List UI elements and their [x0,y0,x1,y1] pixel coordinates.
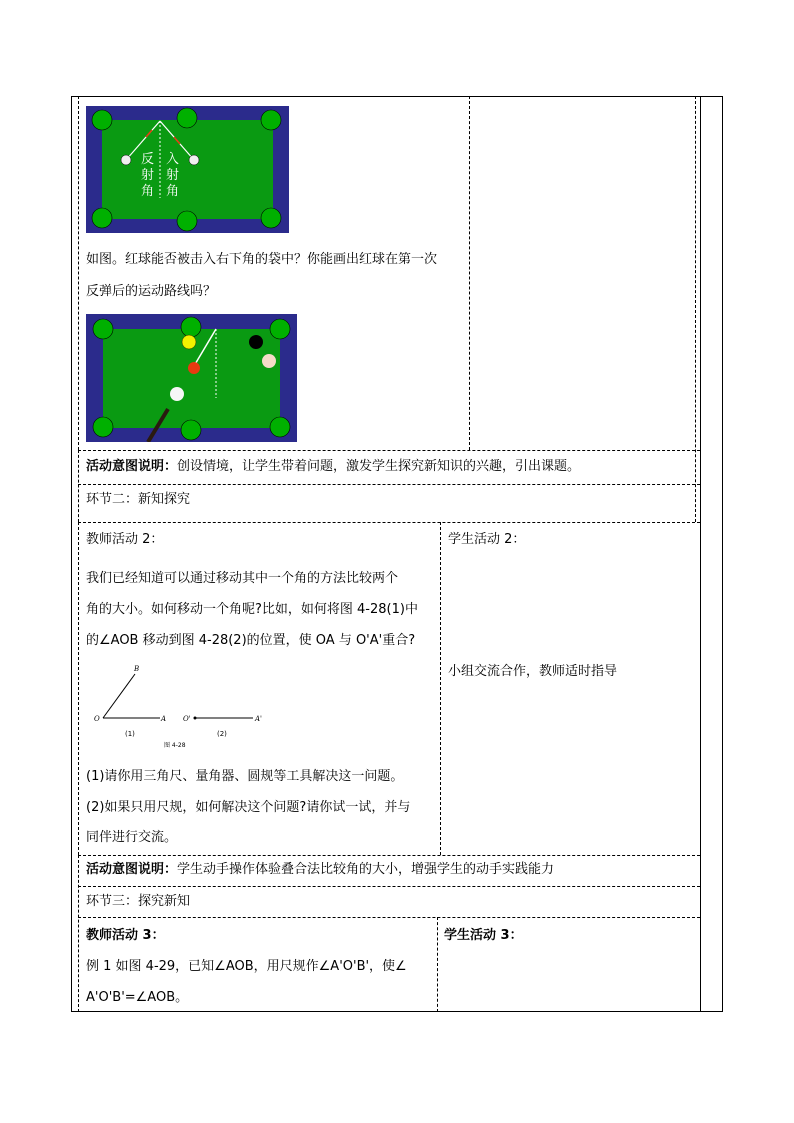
red-ball [188,362,200,374]
teacher3-line-1: 例 1 如图 4-29，已知∠AOB，用尺规作∠A'O'B'，使∠ [86,959,407,974]
pocket-tl [92,110,112,130]
col-divider-top [78,96,79,450]
reflect-char-1: 反 [141,152,155,167]
question-line-2: 反弹后的运动路线吗？ [86,284,217,299]
intent1-label: 活动意图说明： [86,459,178,474]
beige-ball [262,354,276,368]
col-left-intent [78,450,79,522]
incident-char-3: 角 [166,184,180,199]
figure-caption: 图 4-28 [164,742,186,749]
teacher2-line-1: 我们已经知道可以通过移动其中一个角的方法比较两个 [86,571,399,586]
label-A2: A' [255,715,262,723]
intent2-text: 学生动手操作体验叠合法比较角的大小，增强学生的动手实践能力 [177,862,555,877]
caption-1: (1) [125,730,135,738]
pocket-tc [177,108,197,128]
intent1-text: 创设情境，让学生带着问题，激发学生探究新知识的兴趣，引出课题。 [177,459,581,474]
section2-title: 环节二：新知探究 [86,492,191,507]
label-O2: O' [183,715,191,723]
col-left-2 [78,522,79,855]
row-divider-6 [78,917,700,918]
teacher2-line-3: 的∠AOB 移动到图 4-28(2)的位置，使 OA 与 O'A'重合? [86,633,416,648]
white-ball-left [121,155,131,165]
label-A: A [161,715,167,723]
label-B: B [134,665,140,673]
row-divider-1 [78,450,700,451]
row-divider-4 [78,855,700,856]
pocket-bl [92,208,112,228]
col-mid-3 [437,917,438,1012]
incident-char-1: 入 [166,152,180,167]
row-divider-2 [78,484,700,485]
teacher2-q2-line2: 同伴进行交流。 [86,830,178,845]
cue-ball [170,387,184,401]
student2-title: 学生活动 2： [448,532,526,547]
reflect-char-3: 角 [141,184,155,199]
row-divider-5 [78,886,700,887]
intent2-label: 活动意图说明： [86,862,178,877]
incident-char-2: 射 [166,168,180,183]
col-right-2 [700,522,701,855]
billiard-table-figure [86,314,297,442]
caption-2: (2) [217,730,227,738]
billiard-reflection-figure [86,106,289,233]
pocket-bc [177,211,197,231]
reflect-char-2: 射 [141,168,155,183]
teacher3-line-2: A'O'B'=∠AOB。 [86,990,189,1005]
intent2-row [86,863,554,876]
pocket-tr [261,110,281,130]
section3-title: 环节三：探究新知 [86,894,191,909]
question-line-1: 如图。红球能否被击入右下角的袋中？你能画出红球在第一次 [86,252,438,267]
col-mid-2 [440,522,441,855]
yellow-ball [182,335,196,349]
teacher2-title: 教师活动 2： [86,532,164,547]
black-ball [249,335,263,349]
pocket-br [261,208,281,228]
student2-text: 小组交流合作，教师适时指导 [448,664,618,679]
teacher2-line-2: 角的大小。如何移动一个角呢?比如，如何将图 4-28(1)中 [86,602,418,617]
col-divider-top-mid [469,96,470,450]
col-divider-top-right [695,96,696,522]
white-ball-right [189,155,199,165]
student3-title: 学生活动 3： [444,928,523,943]
intent1-row [86,460,580,473]
teacher2-q2-line1: (2)如果只用尺规，如何解决这个问题?请你试一试，并与 [86,800,411,815]
teacher3-title: 教师活动 3： [86,928,165,943]
angle-figure-4-28 [90,662,270,752]
label-O: O [94,715,100,723]
col-left-3 [78,855,79,1012]
row-divider-3 [78,522,700,523]
teacher2-q1: (1)请你用三角尺、量角器、圆规等工具解决这一问题。 [86,769,404,784]
